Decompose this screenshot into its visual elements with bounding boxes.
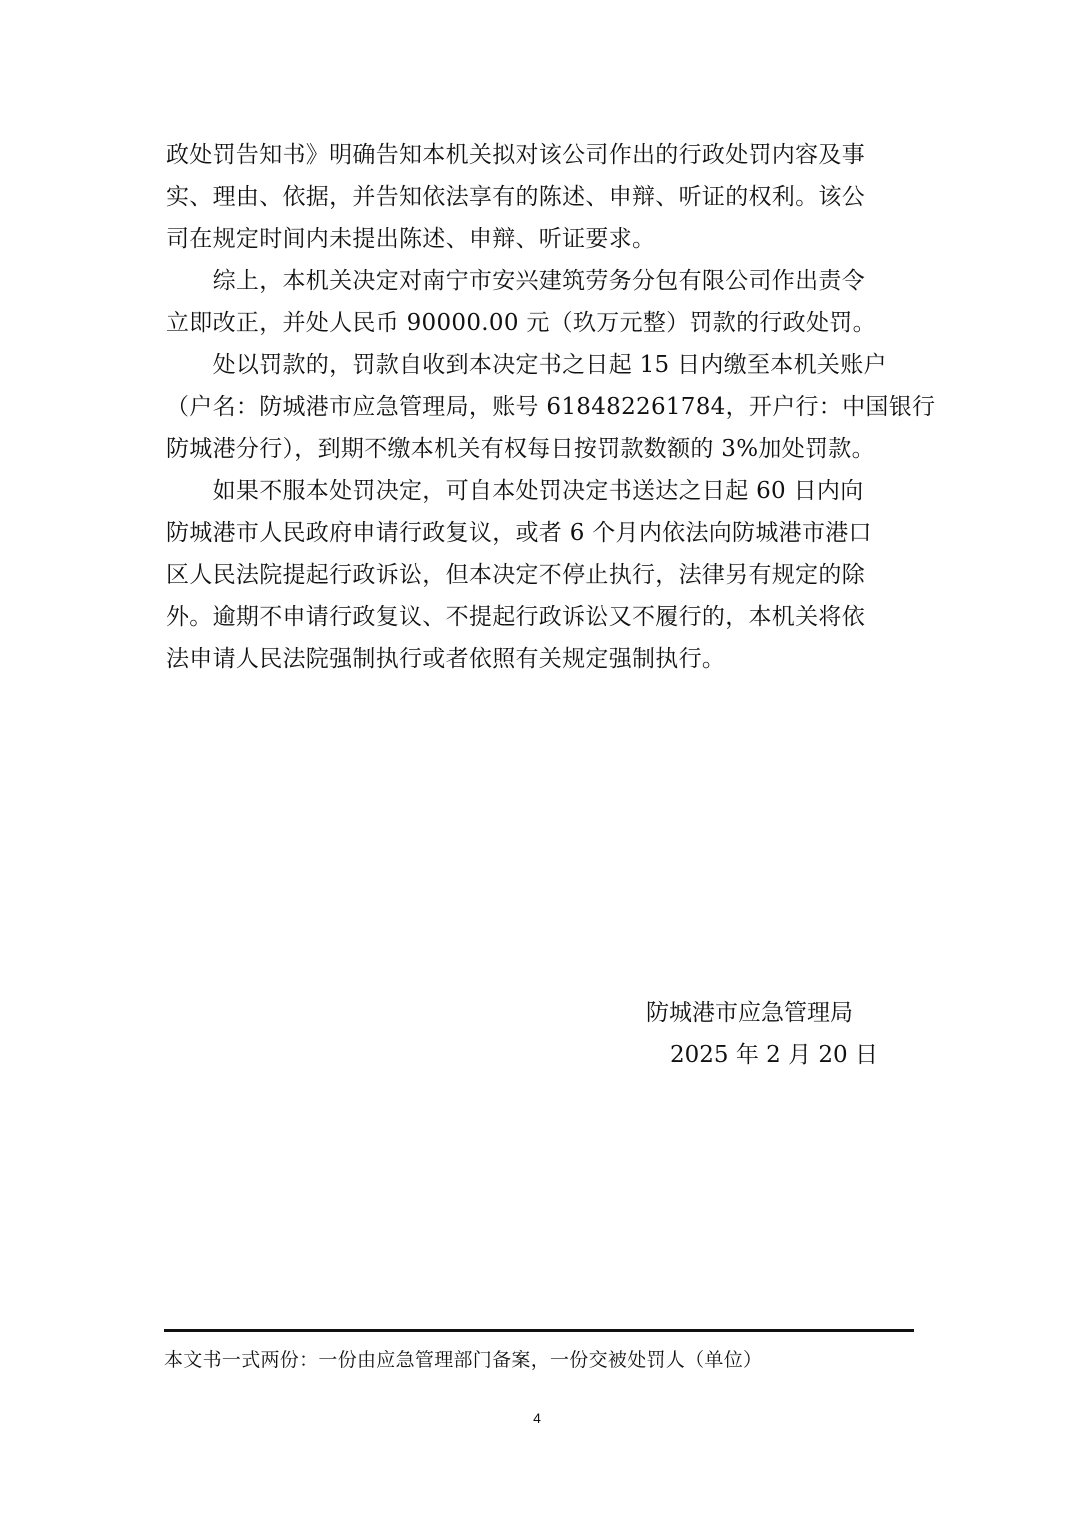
body-line-7: （户名：防城港市应急管理局，账号 618482261784，开户行：中国银行: [166, 394, 936, 420]
body-line-11: 区人民法院提起行政诉讼，但本决定不停止执行，法律另有规定的除: [166, 562, 865, 588]
body-line-4: 综上，本机关决定对南宁市安兴建筑劳务分包有限公司作出责令: [166, 268, 865, 294]
body-line-8: 防城港分行），到期不缴本机关有权每日按罚款数额的 3%加处罚款。: [166, 436, 875, 462]
body-line-13: 法申请人民法院强制执行或者依照有关规定强制执行。: [166, 646, 726, 672]
page-number: 4: [533, 1410, 541, 1426]
body-line-5: 立即改正，并处人民币 90000.00 元（玖万元整）罚款的行政处罚。: [166, 310, 876, 336]
body-line-9: 如果不服本处罚决定，可自本处罚决定书送达之日起 60 日内向: [166, 478, 864, 504]
body-line-10: 防城港市人民政府申请行政复议，或者 6 个月内依法向防城港市港口: [166, 520, 872, 546]
signature-organization: 防城港市应急管理局: [646, 1000, 853, 1026]
footnote-divider: [164, 1329, 914, 1332]
signature-date: 2025 年 2 月 20 日: [670, 1042, 878, 1068]
body-line-6: 处以罚款的，罚款自收到本决定书之日起 15 日内缴至本机关账户: [166, 352, 887, 378]
body-line-3: 司在规定时间内未提出陈述、申辩、听证要求。: [166, 226, 656, 252]
footnote-text: 本文书一式两份：一份由应急管理部门备案，一份交被处罚人（单位）: [164, 1349, 763, 1371]
body-line-2: 实、理由、依据，并告知依法享有的陈述、申辩、听证的权利。该公: [166, 184, 865, 210]
body-line-12: 外。逾期不申请行政复议、不提起行政诉讼又不履行的，本机关将依: [166, 604, 865, 630]
body-line-1: 政处罚告知书》明确告知本机关拟对该公司作出的行政处罚内容及事: [166, 142, 865, 168]
